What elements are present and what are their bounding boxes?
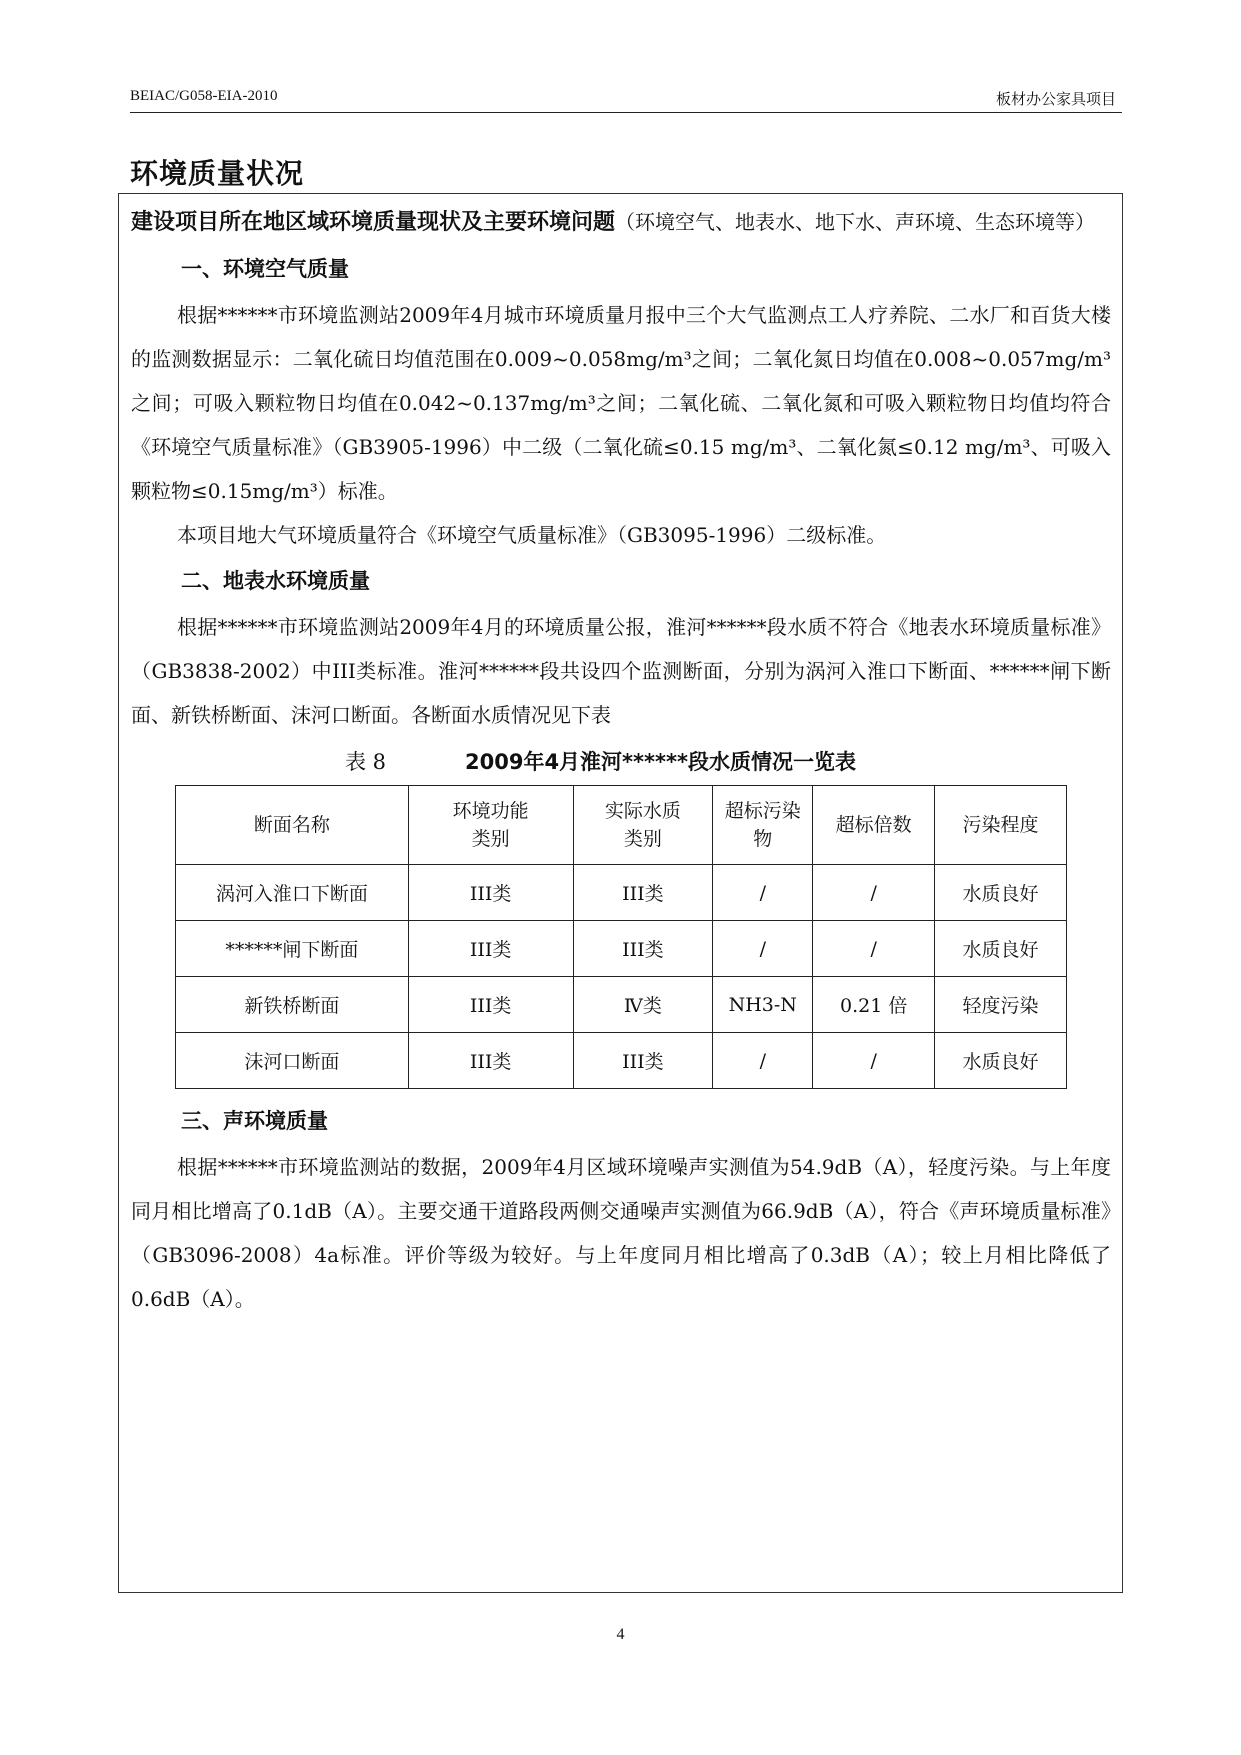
table-caption-title: 2009年4月淮河******段水质情况一览表 [465,750,856,774]
table-cell: 0.21 倍 [813,977,935,1033]
table-cell: III类 [573,865,713,921]
table-cell: / [813,921,935,977]
table-cell: 轻度污染 [935,977,1067,1033]
table-cell: ******闸下断面 [176,921,409,977]
noise-heading: 三、声环境质量 [181,1109,328,1133]
table-cell: III类 [408,865,573,921]
table-cell: 水质良好 [935,865,1067,921]
table-cell: NH3-N [713,977,813,1033]
table-caption-number: 表 8 [345,750,387,774]
intro-note: （环境空气、地表水、地下水、声环境、生态环境等） [615,210,1096,234]
column-header: 断面名称 [176,786,409,865]
document-id: BEIAC/G058-EIA-2010 [130,88,278,104]
noise-paragraph-1: 根据******市环境监测站的数据，2009年4月区域环境噪声实测值为54.9dB（A），轻度污染。与上年度同月相比增高了0.1dB（A）。主要交通干道路段两侧交通噪声实测值为66.9dB（A），符合《声环境质量标准》（GB3096-2008）4a标准。评价等级为较好。与上年度同月相比增高了0.3dB（A）；较上月相比降低了0.6dB（A）。 [131,1155,1111,1311]
intro-paragraph [131,200,1111,245]
table-row [176,865,1067,921]
table-row [176,1033,1067,1089]
table-cell: 涡河入淮口下断面 [176,865,409,921]
table-cell: III类 [573,1033,713,1089]
table-header-row [176,786,1067,865]
table-cell: III类 [408,1033,573,1089]
water-heading: 二、地表水环境质量 [181,569,370,593]
page-header [130,86,1122,113]
table-row [176,921,1067,977]
table-cell: / [813,865,935,921]
water-paragraph-1: 根据******市环境监测站2009年4月的环境质量公报，淮河******段水质不符合《地表水环境质量标准》（GB3838-2002）中III类标准。淮河******段共设四个监测断面，分别为涡河入淮口下断面、******闸下断面、新铁桥断面、沫河口断面。各断面水质情况见下表 [131,615,1111,727]
column-header: 污染程度 [935,786,1067,865]
table-cell: / [813,1033,935,1089]
table-row [176,977,1067,1033]
table-cell: 水质良好 [935,1033,1067,1089]
table-cell: / [713,1033,813,1089]
section-title: 环境质量状况 [130,157,305,190]
table-cell: III类 [573,921,713,977]
table-cell: Ⅳ类 [573,977,713,1033]
column-header: 实际水质 类别 [573,786,713,865]
column-header: 环境功能 类别 [408,786,573,865]
content-body [131,194,1111,1321]
intro-bold-text: 建设项目所在地区域环境质量现状及主要环境问题 [131,210,616,235]
page-number: 4 [616,1626,625,1643]
air-paragraph-1: 根据******市环境监测站2009年4月城市环境质量月报中三个大气监测点工人疗养院、二水厂和百货大楼的监测数据显示：二氧化硫日均值范围在0.009~0.058mg/m³之间；二氧化氮日均值在0.008~0.057mg/m³之间；可吸入颗粒物日均值在0.042~0.137mg/m³之间；二氧化硫、二氧化氮和可吸入颗粒物日均值均符合《环境空气质量标准》（GB3905-1996）中二级（二氧化硫≤0.15 mg/m³、二氧化氮≤0.12 mg/m³、可吸入颗粒物≤0.15mg/m³）标准。 [131,303,1111,503]
column-header: 超标污染 物 [713,786,813,865]
table-cell: 新铁桥断面 [176,977,409,1033]
air-paragraph-2: 本项目地大气环境质量符合《环境空气质量标准》（GB3095-1996）二级标准。 [177,523,887,547]
table-cell: 水质良好 [935,921,1067,977]
content-frame [118,193,1123,1593]
column-header: 超标倍数 [813,786,935,865]
project-name: 板材办公家具项目 [995,92,1116,108]
table-cell: / [713,865,813,921]
table-cell: 沫河口断面 [176,1033,409,1089]
air-heading: 一、环境空气质量 [181,257,349,281]
table-cell: III类 [408,921,573,977]
table-caption [131,739,1111,785]
table-cell: III类 [408,977,573,1033]
table-cell: / [713,921,813,977]
water-quality-table [175,785,1067,1089]
